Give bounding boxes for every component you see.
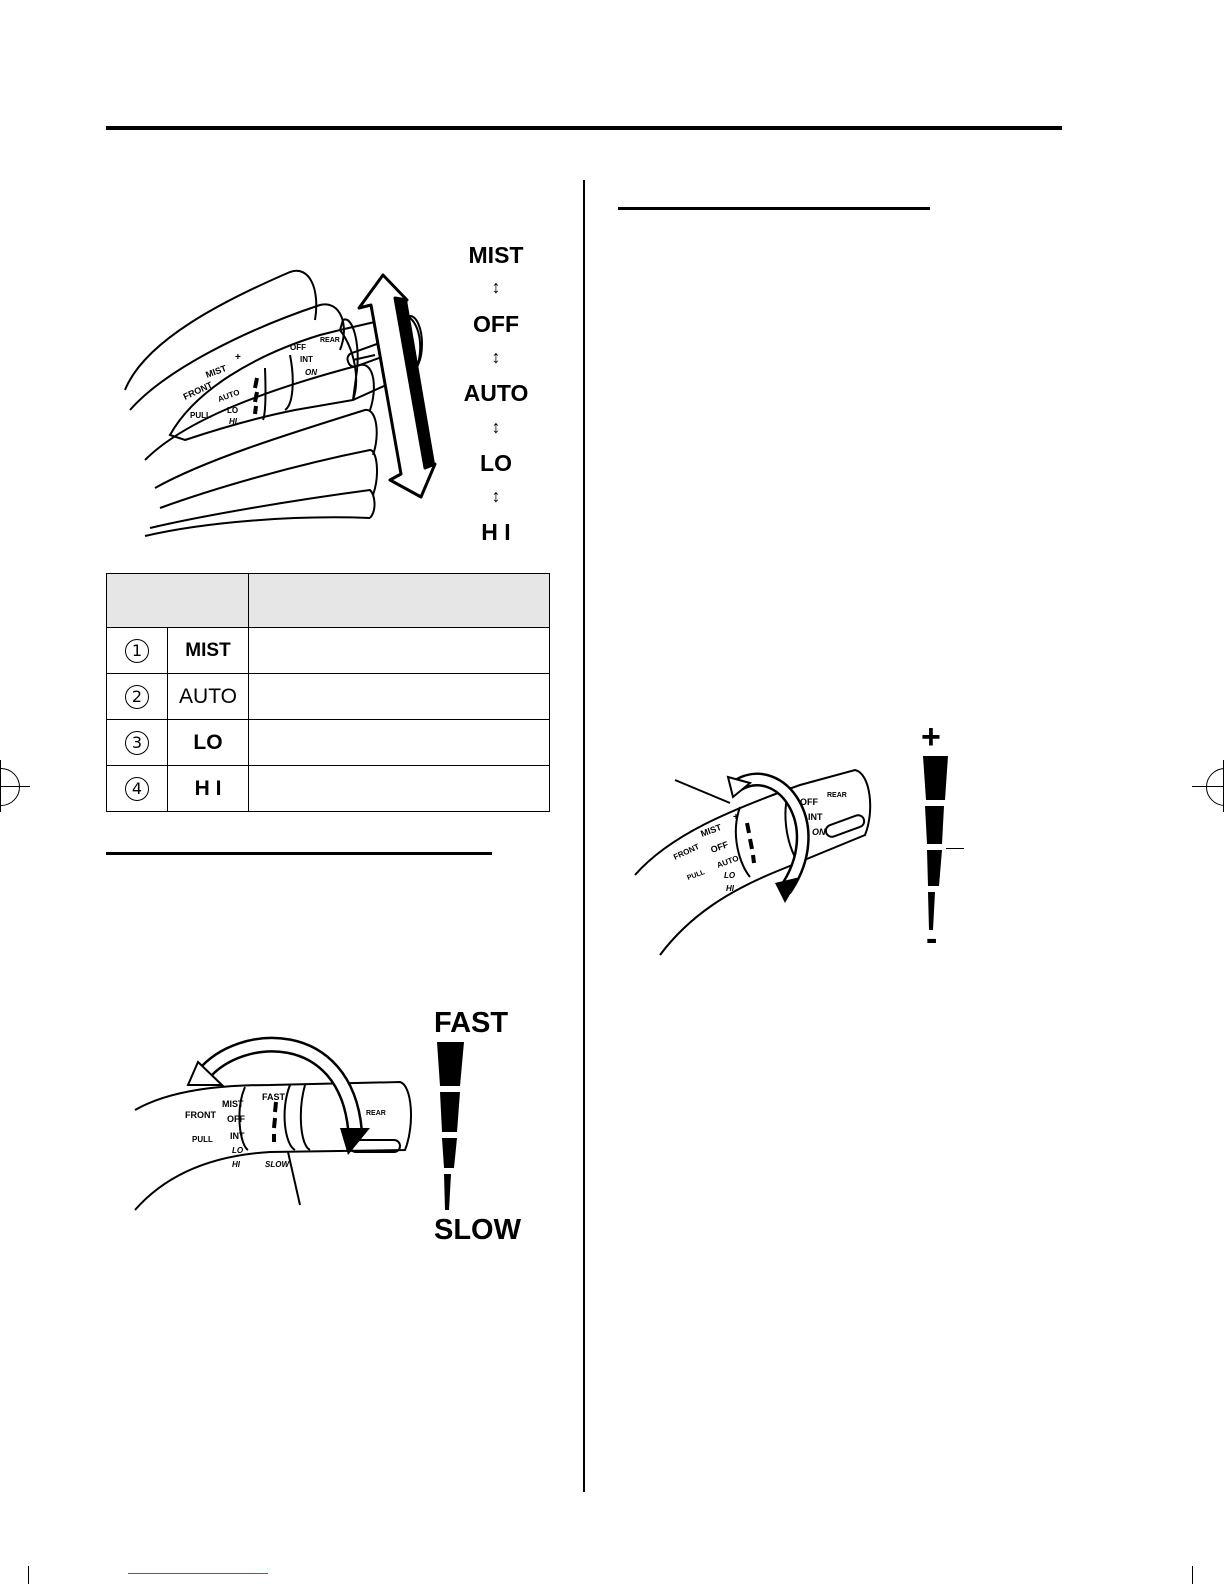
knob-text-off: OFF xyxy=(227,1114,245,1124)
speed-label-slow: SLOW xyxy=(434,1214,521,1246)
sensitivity-bar-1 xyxy=(923,756,948,800)
row-number: 2 xyxy=(125,685,149,709)
crop-mark-bottom-left xyxy=(28,1566,29,1584)
sens-text-rear: REAR xyxy=(827,792,847,799)
table-header-cell-operation xyxy=(249,574,550,628)
lever-text-mist: MIST xyxy=(204,363,228,380)
sensitivity-pointer-line xyxy=(946,848,964,849)
crop-mark-bottom-right xyxy=(1192,1566,1193,1584)
speed-bar-3 xyxy=(442,1138,457,1168)
lever-text-rear: REAR xyxy=(320,337,340,344)
wiper-mode-table xyxy=(106,573,550,812)
speed-scale-bars xyxy=(434,1040,468,1212)
lever-text-auto: AUTO xyxy=(216,387,241,404)
knob-text-mist: MIST xyxy=(222,1099,244,1109)
lever-text-off: OFF xyxy=(290,343,306,352)
sensitivity-knob-illustration xyxy=(630,765,880,960)
sens-text-lo: LO xyxy=(724,871,736,880)
row-number: 1 xyxy=(125,639,149,663)
sensitivity-label-minus: - xyxy=(926,920,938,958)
registration-mark-right xyxy=(1206,768,1224,806)
column-divider xyxy=(583,180,585,1492)
lever-text-lo: LO xyxy=(227,406,239,415)
lever-text-int: INT xyxy=(300,355,313,364)
position-arrow-2: ↕ xyxy=(491,347,501,367)
lever-text-plus: + xyxy=(235,352,241,363)
sens-text-pull: PULL xyxy=(686,869,706,882)
row-mode: LO xyxy=(193,730,223,754)
row-mode: AUTO xyxy=(179,684,237,708)
table-row xyxy=(107,674,550,720)
knob-text-rear: REAR xyxy=(366,1110,386,1117)
table-row xyxy=(107,720,550,766)
knob-text-lo: LO xyxy=(232,1146,244,1155)
sensitivity-bar-2 xyxy=(925,806,944,844)
table-header-cell-switch xyxy=(107,574,249,628)
row-number: 4 xyxy=(125,777,149,801)
position-arrow-1: ↕ xyxy=(491,277,501,297)
sensitivity-label-plus: + xyxy=(921,718,941,756)
sensitivity-bar-3 xyxy=(927,850,942,886)
knob-text-front: FRONT xyxy=(185,1110,216,1120)
position-label-lo: LO xyxy=(480,450,512,476)
sens-text-hi: HI xyxy=(726,884,734,893)
speed-bar-1 xyxy=(437,1042,464,1086)
table-row xyxy=(107,766,550,812)
row-mode: MIST xyxy=(185,639,231,661)
table-row xyxy=(107,628,550,674)
table-header-row xyxy=(107,574,550,628)
sensitivity-scale-bars xyxy=(920,754,952,934)
knob-text-slow: SLOW xyxy=(265,1160,289,1169)
position-label-off: OFF xyxy=(473,311,519,337)
sens-text-plus: + xyxy=(733,812,739,823)
footer-link-underline[interactable] xyxy=(128,1573,268,1574)
sens-text-auto: AUTO xyxy=(715,853,740,870)
registration-mark-left xyxy=(0,768,20,806)
section-heading-rule-left xyxy=(106,852,492,855)
row-mode: H I xyxy=(194,776,222,800)
position-arrow-3: ↕ xyxy=(491,417,501,437)
sens-text-int: INT xyxy=(808,812,823,822)
speed-knob-illustration xyxy=(130,1030,415,1230)
knob-text-hi: HI xyxy=(232,1160,240,1169)
row-number: 3 xyxy=(125,731,149,755)
sens-text-front: FRONT xyxy=(672,842,701,862)
registration-line-left xyxy=(0,786,30,787)
knob-text-pull: PULL xyxy=(192,1135,213,1144)
header-rule xyxy=(106,126,1062,130)
position-arrow-4: ↕ xyxy=(491,486,501,506)
registration-line-right xyxy=(1192,786,1224,787)
sens-text-off-2: OFF xyxy=(800,797,818,807)
lever-text-pull: PULL xyxy=(190,411,211,420)
sens-text-on: ON xyxy=(812,827,826,837)
lever-text-hi: HI xyxy=(229,417,237,426)
speed-bar-2 xyxy=(440,1092,460,1132)
sens-text-off: OFF xyxy=(709,839,730,855)
up-down-arrow xyxy=(355,272,440,500)
sens-text-mist: MIST xyxy=(699,822,723,839)
position-label-hi: H I xyxy=(481,519,511,545)
knob-text-fast: FAST xyxy=(262,1092,286,1102)
lever-text-front: FRONT xyxy=(181,379,214,402)
row-description xyxy=(249,720,550,766)
row-description xyxy=(249,674,550,720)
position-label-auto: AUTO xyxy=(463,380,529,406)
section-heading-rule-right xyxy=(618,207,930,210)
registration-line-left-v xyxy=(0,760,1,812)
position-label-mist: MIST xyxy=(468,242,524,268)
speed-bar-4 xyxy=(444,1174,451,1210)
lever-text-on: ON xyxy=(305,368,317,377)
knob-text-int: INT xyxy=(230,1131,245,1141)
row-description xyxy=(249,766,550,812)
speed-label-fast: FAST xyxy=(434,1007,509,1039)
row-description xyxy=(249,628,550,674)
